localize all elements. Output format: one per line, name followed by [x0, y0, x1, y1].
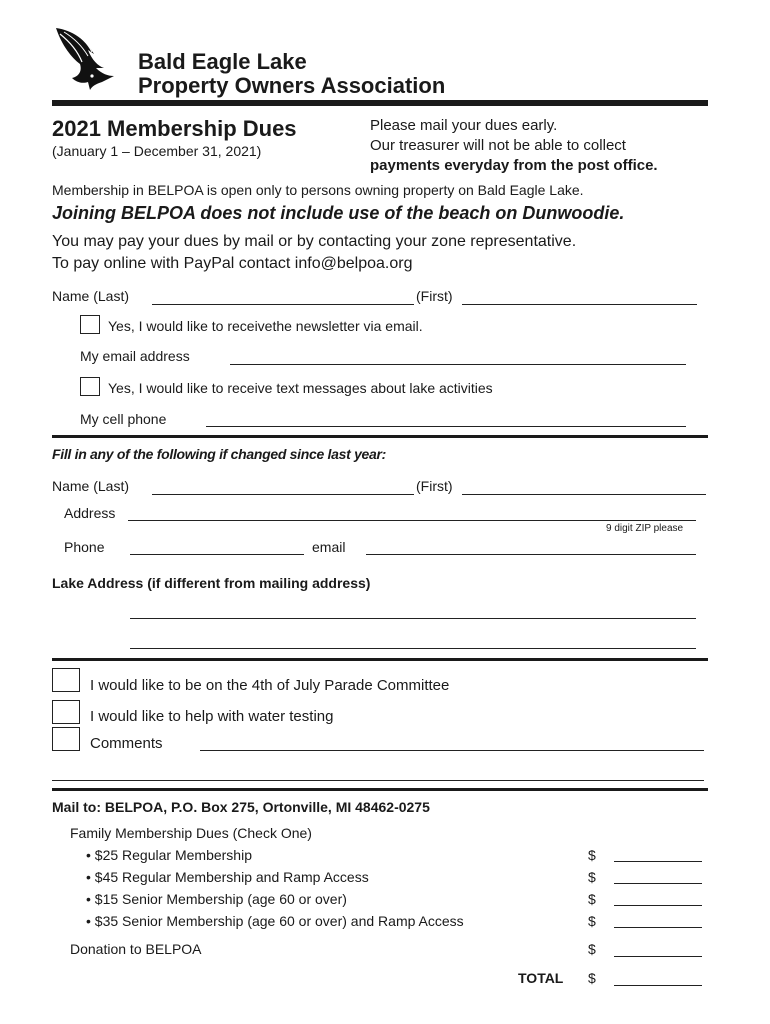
comments-label: Comments — [90, 735, 163, 752]
currency-sign: $ — [588, 941, 596, 957]
dues-note-2: Our treasurer will not be able to collect — [370, 137, 626, 154]
phone-field[interactable] — [130, 554, 304, 555]
email-label: My email address — [80, 348, 190, 364]
name-last-label: Name (Last) — [52, 288, 130, 304]
changes-email-field[interactable] — [366, 554, 696, 555]
water-testing-label: I would like to help with water testing — [90, 708, 334, 725]
org-name-line2: Property Owners Association — [138, 73, 446, 98]
lake-address-label: Lake Address (if different from mailing address) — [52, 575, 371, 591]
org-name-line1: Bald Eagle Lake — [138, 49, 307, 74]
lake-address-field-2[interactable] — [130, 648, 696, 649]
text-messages-label: Yes, I would like to receive text messages about lake activities — [108, 380, 493, 396]
changes-name-first-label: (First) — [416, 478, 453, 494]
amount-field-1[interactable] — [614, 861, 702, 862]
name-first-label: (First) — [416, 288, 453, 304]
option-15-senior[interactable]: • $15 Senior Membership (age 60 or over) — [86, 891, 347, 907]
option-45-regular-ramp[interactable]: • $45 Regular Membership and Ramp Access — [86, 869, 369, 885]
pay-info-1: You may pay your dues by mail or by contacting your zone representative. — [52, 233, 577, 250]
option-35-senior-ramp[interactable]: • $35 Senior Membership (age 60 or over) and Ramp Access — [86, 913, 464, 929]
changes-name-last-label: Name (Last) — [52, 478, 130, 494]
phone-label: Phone — [64, 539, 105, 555]
pay-info-2: To pay online with PayPal contact info@belpoa.org — [52, 255, 413, 272]
page-title: 2021 Membership Dues — [52, 116, 297, 141]
address-field[interactable] — [128, 520, 696, 521]
lake-address-field-1[interactable] — [130, 618, 696, 619]
changes-name-first-field[interactable] — [462, 494, 706, 495]
amount-field-4[interactable] — [614, 927, 702, 928]
eagle-logo — [52, 24, 116, 96]
currency-sign: $ — [588, 891, 596, 907]
changes-email-label: email — [312, 539, 346, 555]
option-25-regular[interactable]: • $25 Regular Membership — [86, 847, 252, 863]
beach-warning: Joining BELPOA does not include use of the beach on Dunwoodie. — [52, 203, 625, 223]
currency-sign: $ — [588, 913, 596, 929]
newsletter-label: Yes, I would like to receivethe newsletter via email. — [108, 318, 423, 334]
amount-field-3[interactable] — [614, 905, 702, 906]
amount-field-2[interactable] — [614, 883, 702, 884]
mail-to: Mail to: BELPOA, P.O. Box 275, Ortonville, MI 48462-0275 — [52, 799, 430, 815]
zip-note: 9 digit ZIP please — [606, 523, 684, 534]
header-rule — [52, 100, 708, 106]
address-label: Address — [64, 505, 116, 521]
section-rule-2 — [52, 658, 708, 661]
total-label: TOTAL — [518, 970, 564, 986]
email-field[interactable] — [230, 364, 686, 365]
name-last-field[interactable] — [152, 304, 414, 305]
membership-info: Membership in BELPOA is open only to persons owning property on Bald Eagle Lake. — [52, 182, 584, 198]
comments-field-2[interactable] — [52, 780, 704, 781]
section-rule-3 — [52, 788, 708, 791]
name-first-field[interactable] — [462, 304, 697, 305]
cell-field[interactable] — [206, 426, 686, 427]
donation-field[interactable] — [614, 956, 702, 957]
newsletter-checkbox[interactable] — [80, 315, 100, 334]
dues-period: (January 1 – December 31, 2021) — [52, 143, 262, 159]
donation-label: Donation to BELPOA — [70, 941, 202, 957]
parade-label: I would like to be on the 4th of July Parade Committee — [90, 677, 450, 694]
dues-note-3: payments everyday from the post office. — [370, 157, 658, 174]
family-dues-heading: Family Membership Dues (Check One) — [70, 825, 312, 841]
comments-checkbox[interactable] — [52, 727, 80, 751]
currency-sign: $ — [588, 847, 596, 863]
dues-note-1: Please mail your dues early. — [370, 117, 558, 134]
currency-sign: $ — [588, 970, 596, 986]
changes-heading: Fill in any of the following if changed since last year: — [52, 446, 387, 462]
text-messages-checkbox[interactable] — [80, 377, 100, 396]
parade-checkbox[interactable] — [52, 668, 80, 692]
total-field[interactable] — [614, 985, 702, 986]
changes-name-last-field[interactable] — [152, 494, 414, 495]
section-rule-1 — [52, 435, 708, 438]
water-testing-checkbox[interactable] — [52, 700, 80, 724]
currency-sign: $ — [588, 869, 596, 885]
comments-field-1[interactable] — [200, 750, 704, 751]
cell-label: My cell phone — [80, 411, 167, 427]
